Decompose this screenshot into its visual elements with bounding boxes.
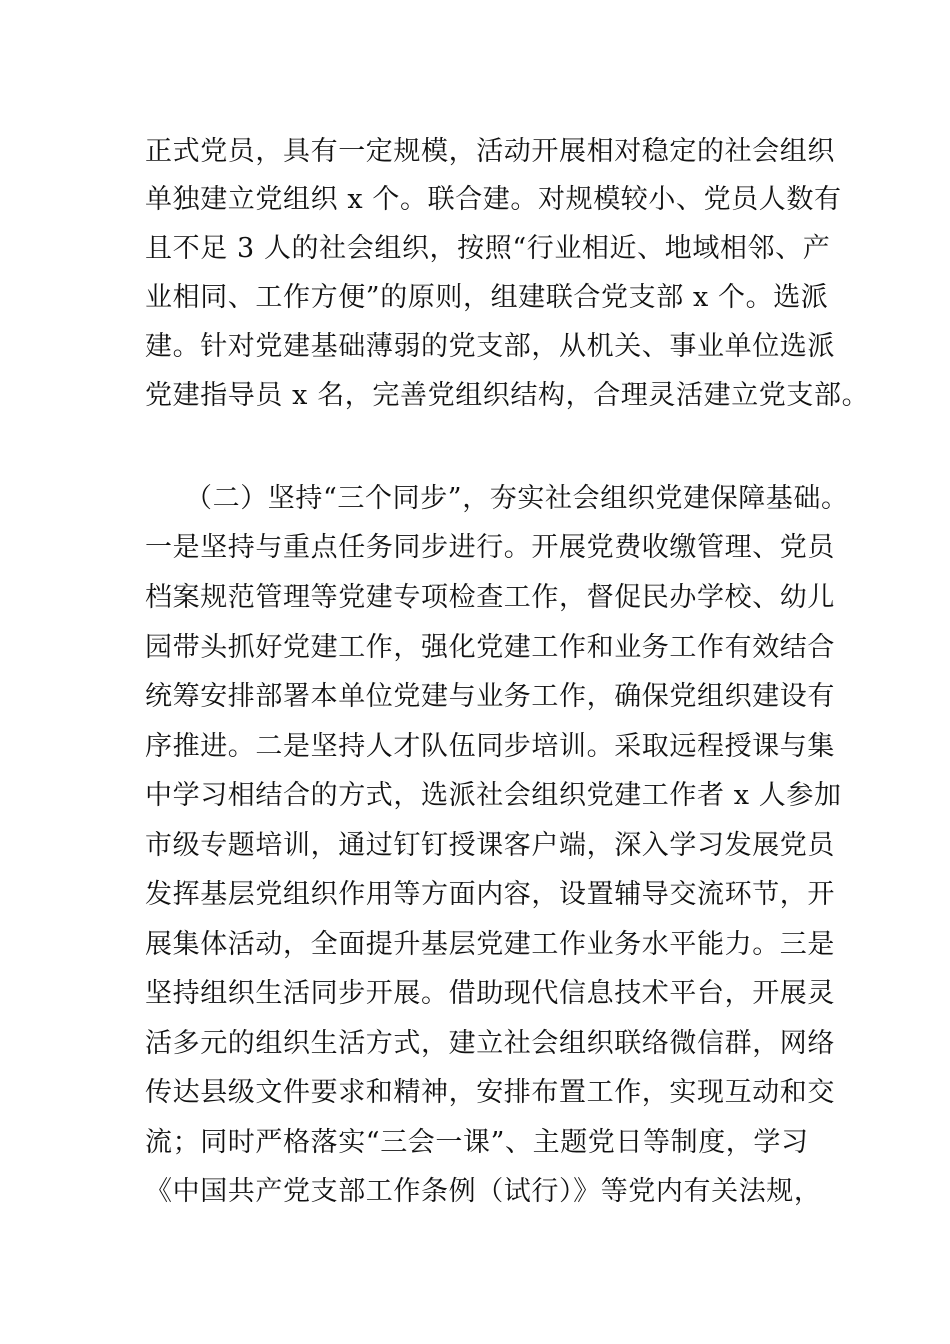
text-line: 单独建立党组织 x 个。联合建。对规模较小、党员人数有 [145, 184, 842, 215]
text-line: 园带头抓好党建工作，强化党建工作和业务工作有效结合 [145, 632, 835, 663]
text-line: 统筹安排部署本单位党建与业务工作，确保党组织建设有 [145, 681, 835, 712]
text-line: 传达县级文件要求和精神，安排布置工作，实现互动和交 [145, 1077, 835, 1108]
section-heading-line: （二）坚持“三个同步”，夯实社会组织党建保障基础。 [185, 483, 849, 514]
text-line: 序推进。二是坚持人才队伍同步培训。采取远程授课与集 [145, 731, 835, 762]
text-line: 正式党员，具有一定规模，活动开展相对稳定的社会组织 [145, 136, 835, 167]
text-line: 业相同、工作方便”的原则，组建联合党支部 x 个。选派 [145, 282, 829, 313]
text-line: 市级专题培训，通过钉钉授课客户端，深入学习发展党员 [145, 830, 835, 861]
text-line: 活多元的组织生活方式，建立社会组织联络微信群，网络 [145, 1028, 835, 1059]
text-line: 中学习相结合的方式，选派社会组织党建工作者 x 人参加 [145, 780, 842, 811]
text-line: 一是坚持与重点任务同步进行。开展党费收缴管理、党员 [145, 532, 835, 563]
text-line: 流；同时严格落实“三会一课”、主题党日等制度，学习 [145, 1127, 809, 1158]
text-line: 发挥基层党组织作用等方面内容，设置辅导交流环节，开 [145, 879, 835, 910]
text-line: 党建指导员 x 名，完善党组织结构，合理灵活建立党支部。 [145, 380, 870, 411]
text-line: 建。针对党建基础薄弱的党支部，从机关、事业单位选派 [145, 331, 835, 362]
text-line: 《中国共产党支部工作条例（试行）》等党内有关法规， [145, 1176, 822, 1207]
text-line: 坚持组织生活同步开展。借助现代信息技术平台，开展灵 [145, 978, 835, 1009]
text-line: 档案规范管理等党建专项检查工作，督促民办学校、幼儿 [145, 582, 835, 613]
text-line: 展集体活动，全面提升基层党建工作业务水平能力。三是 [145, 929, 835, 960]
text-line: 且不足 3 人的社会组织，按照“行业相近、地域相邻、产 [145, 233, 831, 264]
